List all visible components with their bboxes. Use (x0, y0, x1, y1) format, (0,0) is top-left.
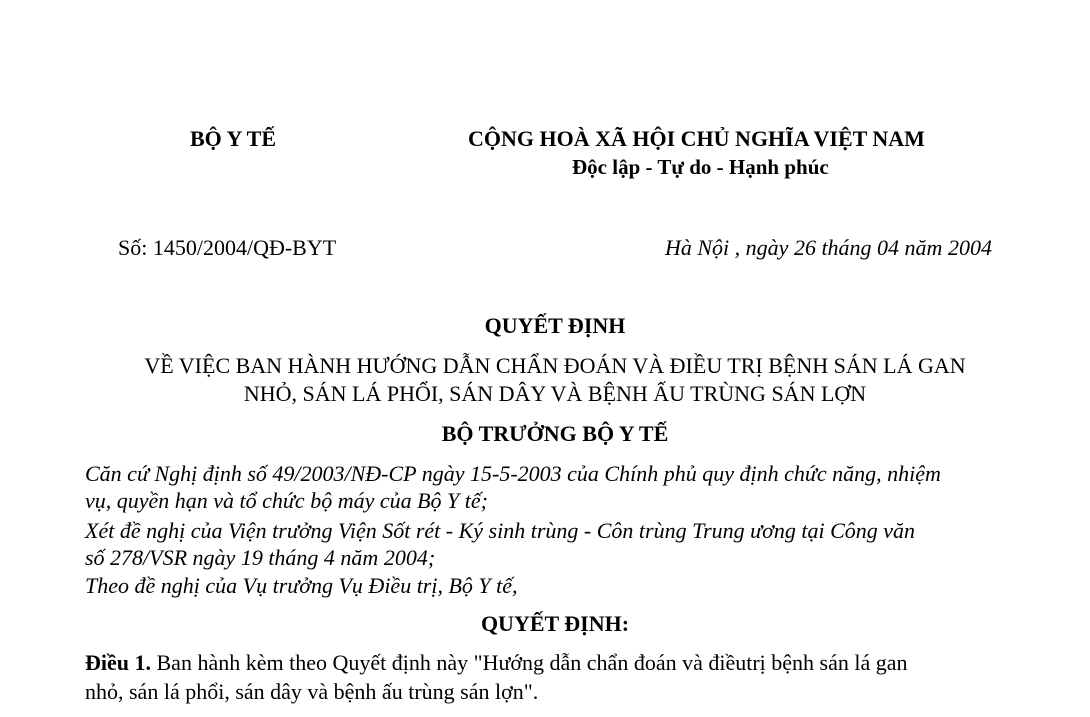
article-1-text: Ban hành kèm theo Quyết định này "Hướng dẫn chẩn đoán và điềutrị bệnh sán lá gan (151, 650, 908, 675)
issuer-title: BỘ TRƯỞNG BỘ Y TẾ (441, 421, 669, 446)
legal-basis-line-1: Căn cứ Nghị định số 49/2003/NĐ-CP ngày 15-5-2003 của Chính phủ quy định chức năng, nhiệm (85, 461, 941, 486)
article-1-line-2: nhỏ, sán lá phổi, sán dây và bệnh ấu trùng sán lợn". (85, 679, 539, 704)
legal-basis-line-2: vụ, quyền hạn và tổ chức bộ máy của Bộ Y tế; (85, 488, 488, 513)
legal-basis-line-5: Theo đề nghị của Vụ trưởng Vụ Điều trị, Bộ Y tế, (85, 573, 518, 598)
legal-basis-line-4: số 278/VSR ngày 19 tháng 4 năm 2004; (85, 545, 436, 570)
decides-heading: QUYẾT ĐỊNH: (480, 611, 630, 636)
ministry-name: BỘ Y TẾ (190, 126, 276, 151)
article-1-label: Điều 1. (85, 650, 151, 675)
document-number: Số: 1450/2004/QĐ-BYT (118, 235, 337, 260)
national-motto: Độc lập - Tự do - Hạnh phúc (572, 155, 829, 179)
place-and-date: Hà Nội , ngày 26 tháng 04 năm 2004 (665, 235, 992, 260)
decision-subject-line-2: NHỎ, SÁN LÁ PHỔI, SÁN DÂY VÀ BỆNH ẤU TRÙNG SÁN LỢN (243, 381, 867, 406)
republic-name: CỘNG HOÀ XÃ HỘI CHỦ NGHĨA VIỆT NAM (468, 126, 925, 151)
article-1-line-1 (85, 650, 908, 676)
legal-basis-line-3: Xét đề nghị của Viện trưởng Viện Sốt rét - Ký sinh trùng - Côn trùng Trung ương tại Công văn (85, 518, 916, 543)
decision-title: QUYẾT ĐỊNH (484, 313, 626, 338)
decision-subject-line-1: VỀ VIỆC BAN HÀNH HƯỚNG DẪN CHẨN ĐOÁN VÀ ĐIỀU TRỊ BỆNH SÁN LÁ GAN (144, 353, 966, 378)
